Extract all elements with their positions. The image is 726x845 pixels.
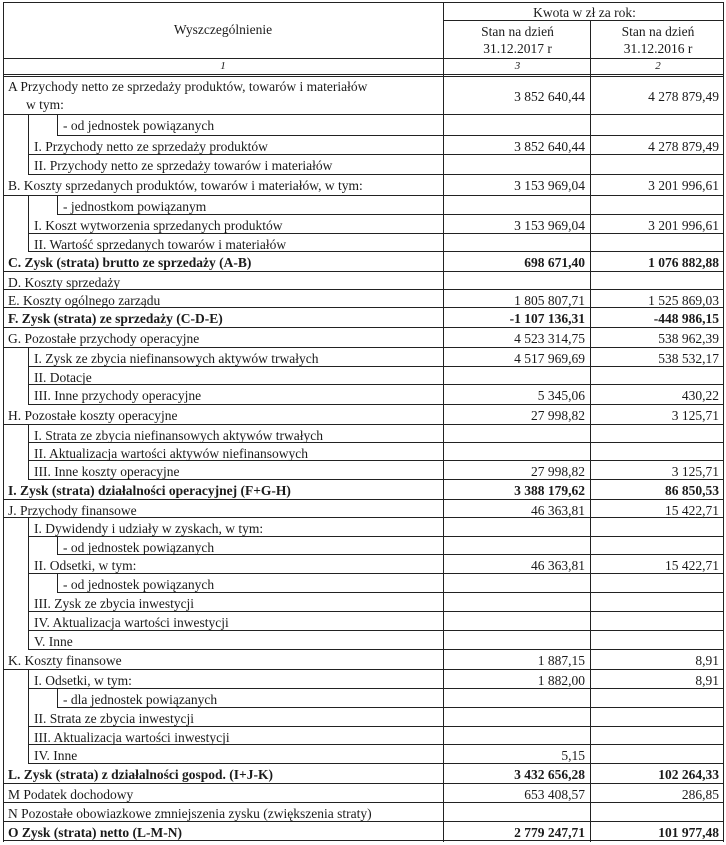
indent-line [28, 461, 29, 480]
value-current-year: 46 363,81 [531, 503, 585, 518]
value-previous-year: 15 422,71 [665, 558, 719, 573]
value-current-year: 3 153 969,04 [514, 218, 585, 233]
value-previous-year: 430,22 [681, 388, 719, 403]
value-current-year: 1 882,00 [537, 673, 585, 688]
indent-line [28, 234, 29, 252]
value-previous-year: 102 264,33 [658, 767, 719, 782]
indent-line [28, 631, 29, 650]
row-label: E. Koszty ogólnego zarządu [8, 293, 161, 308]
indent-line [28, 574, 29, 593]
value-current-year: -1 107 136,31 [509, 311, 585, 326]
row-separator [28, 763, 724, 764]
row-label: I. Odsetki, w tym: [34, 673, 132, 688]
value-current-year: 653 408,57 [524, 787, 585, 802]
indent-line [28, 745, 29, 764]
indent-line [28, 443, 29, 461]
row-separator [28, 404, 724, 405]
indent-line [28, 136, 29, 155]
row-label: C. Zysk (strata) brutto ze sprzedaży (A-B) [8, 255, 252, 270]
row-label: G. Pozostałe przychody operacyjne [8, 331, 200, 346]
value-previous-year: 286,85 [681, 787, 719, 802]
row-label: V. Inne [34, 634, 73, 649]
indent-line [28, 537, 29, 555]
value-current-year: 3 388 179,62 [514, 483, 585, 498]
value-previous-year: 4 278 879,49 [648, 139, 719, 154]
indent-line [28, 593, 29, 612]
row-separator [28, 649, 724, 650]
index-row-double-line [3, 76, 724, 77]
row-separator [3, 499, 724, 500]
value-previous-year: 8,91 [695, 673, 719, 688]
header-previous-line1: Stan na dzień [621, 24, 695, 39]
row-label-continuation: w tym: [26, 97, 64, 112]
row-separator [57, 135, 724, 136]
row-label: F. Zysk (strata) ze sprzedaży (C-D-E) [8, 311, 223, 326]
row-separator [3, 271, 724, 272]
indent-line [28, 689, 29, 708]
row-label: I. Przychody netto ze sprzedaży produktów [34, 139, 268, 154]
row-separator [3, 195, 724, 196]
indent-line [28, 385, 29, 405]
value-previous-year: 1 525 869,03 [648, 293, 719, 308]
row-label: B. Koszty sprzedanych produktów, towarów i materiałów, w tym: [8, 178, 363, 193]
header-index-previous: 2 [655, 60, 661, 72]
row-label: III. Aktualizacja wartości inwestycji [34, 730, 230, 745]
value-previous-year: 101 977,48 [658, 825, 719, 840]
row-label: I. Dywidendy i udziały w zyskach, w tym: [34, 521, 264, 536]
value-previous-year: 3 125,71 [671, 464, 719, 479]
row-label: II. Strata ze zbycia inwestycji [34, 711, 195, 726]
indent-line [57, 115, 58, 136]
value-current-year: 1 887,15 [537, 653, 585, 668]
row-separator [3, 669, 724, 670]
indent-line [28, 215, 29, 234]
indent-line [28, 196, 29, 215]
value-previous-year: 15 422,71 [665, 503, 719, 518]
value-previous-year: 1 076 882,88 [648, 255, 719, 270]
row-separator [3, 424, 724, 425]
value-current-year: 2 779 247,71 [514, 825, 585, 840]
row-label: I. Koszt wytworzenia sprzedanych produktów [34, 218, 283, 233]
row-label: II. Wartość sprzedanych towarów i materiałów [34, 237, 287, 252]
row-label: - od jednostek powiązanych [63, 118, 215, 133]
header-description: Wyszczególnienie [173, 22, 273, 37]
row-separator [28, 174, 724, 175]
value-current-year: 5,15 [561, 748, 585, 763]
value-current-year: 698 671,40 [524, 255, 585, 270]
value-current-year: 27 998,82 [531, 464, 585, 479]
value-previous-year: 3 125,71 [671, 408, 719, 423]
row-label: N Pozostałe obowiazkowe zmniejszenia zysku (zwiększenia straty) [8, 806, 372, 821]
indent-line [57, 689, 58, 708]
row-label: - od jednostek powiązanych [63, 540, 215, 555]
header-amount-caption: Kwota w zł za rok: [533, 5, 636, 20]
row-separator [3, 783, 724, 784]
table-border-right [723, 2, 724, 842]
row-label: A Przychody netto ze sprzedaży produktów, towarów i materiałów [8, 79, 368, 94]
index-row-bottom-line [3, 74, 724, 75]
value-previous-year: 538 532,17 [658, 351, 719, 366]
value-previous-year: 86 850,53 [665, 483, 719, 498]
value-current-year: 3 153 969,04 [514, 178, 585, 193]
row-label: III. Inne przychody operacyjne [34, 388, 202, 403]
row-label: I. Zysk ze zbycia niefinansowych aktywów trwałych [34, 351, 319, 366]
header-previous-line2: 31.12.2016 r [623, 41, 693, 56]
row-separator [28, 384, 724, 385]
indent-line [28, 425, 29, 443]
row-label: II. Aktualizacja wartości aktywów niefinansowych [34, 446, 309, 461]
row-label: III. Inne koszty operacyjne [34, 464, 180, 479]
indent-line [28, 115, 29, 136]
header-current-line2: 31.12.2017 r [483, 41, 552, 56]
value-previous-year: 538 962,39 [658, 331, 719, 346]
header-index-description: 1 [220, 60, 226, 72]
row-label: I. Zysk (strata) działalności operacyjnej (F+G-H) [8, 483, 291, 498]
row-label: D. Koszty sprzedaży [8, 275, 121, 290]
row-label: I. Strata ze zbycia niefinansowych aktywów trwałych [34, 428, 324, 443]
header-current-line1: Stan na dzień [481, 24, 554, 39]
header-index-current: 3 [514, 60, 521, 72]
value-current-year: 46 363,81 [531, 558, 585, 573]
value-current-year: 5 345,06 [537, 388, 585, 403]
value-previous-year: -448 986,15 [653, 311, 719, 326]
indent-line [28, 348, 29, 367]
value-previous-year: 8,91 [695, 653, 719, 668]
value-current-year: 27 998,82 [531, 408, 585, 423]
indent-line [28, 518, 29, 537]
table-border-left [3, 2, 4, 842]
value-previous-year: 3 201 996,61 [648, 178, 719, 193]
value-current-year: 4 517 969,69 [514, 351, 585, 366]
row-separator [3, 327, 724, 328]
indent-line [28, 670, 29, 689]
indent-line [57, 574, 58, 593]
indent-line [28, 708, 29, 727]
row-label: - dla jednostek powiązanych [63, 692, 218, 707]
row-separator [3, 347, 724, 348]
row-label: O Zysk (strata) netto (L-M-N) [8, 825, 182, 840]
indent-line [28, 612, 29, 631]
indent-line [57, 196, 58, 215]
row-label: - jednostkom powiązanym [63, 199, 207, 214]
value-current-year: 3 432 656,28 [514, 767, 585, 782]
row-label: IV. Aktualizacja wartości inwestycji [34, 615, 229, 630]
row-label: H. Pozostałe koszty operacyjne [8, 408, 178, 423]
row-label: M Podatek dochodowy [8, 787, 134, 802]
row-separator [3, 114, 724, 115]
indent-line [28, 727, 29, 745]
table-border-top [3, 2, 724, 3]
row-label: L. Zysk (strata) z działalności gospod. (I+J-K) [8, 767, 273, 782]
row-label: II. Odsetki, w tym: [34, 558, 137, 573]
row-label: - od jednostek powiązanych [63, 577, 215, 592]
value-current-year: 4 523 314,75 [514, 331, 585, 346]
indent-line [57, 537, 58, 555]
indent-line [28, 367, 29, 385]
indent-line [28, 555, 29, 574]
row-label: II. Dotacje [34, 370, 92, 385]
row-label: IV. Inne [34, 748, 78, 763]
row-label: III. Zysk ze zbycia inwestycji [34, 596, 195, 611]
header-amount-divider [443, 20, 724, 21]
value-previous-year: 3 201 996,61 [648, 218, 719, 233]
value-current-year: 3 852 640,44 [514, 89, 585, 104]
row-label: J. Przychody finansowe [8, 503, 137, 518]
header-bottom-line [3, 58, 724, 59]
value-current-year: 3 852 640,44 [514, 139, 585, 154]
value-previous-year: 4 278 879,49 [648, 89, 719, 104]
row-label: K. Koszty finansowe [8, 653, 122, 668]
row-label: II. Przychody netto ze sprzedaży towarów i materiałów [34, 158, 333, 173]
value-current-year: 1 805 807,71 [514, 293, 585, 308]
indent-line [28, 155, 29, 175]
